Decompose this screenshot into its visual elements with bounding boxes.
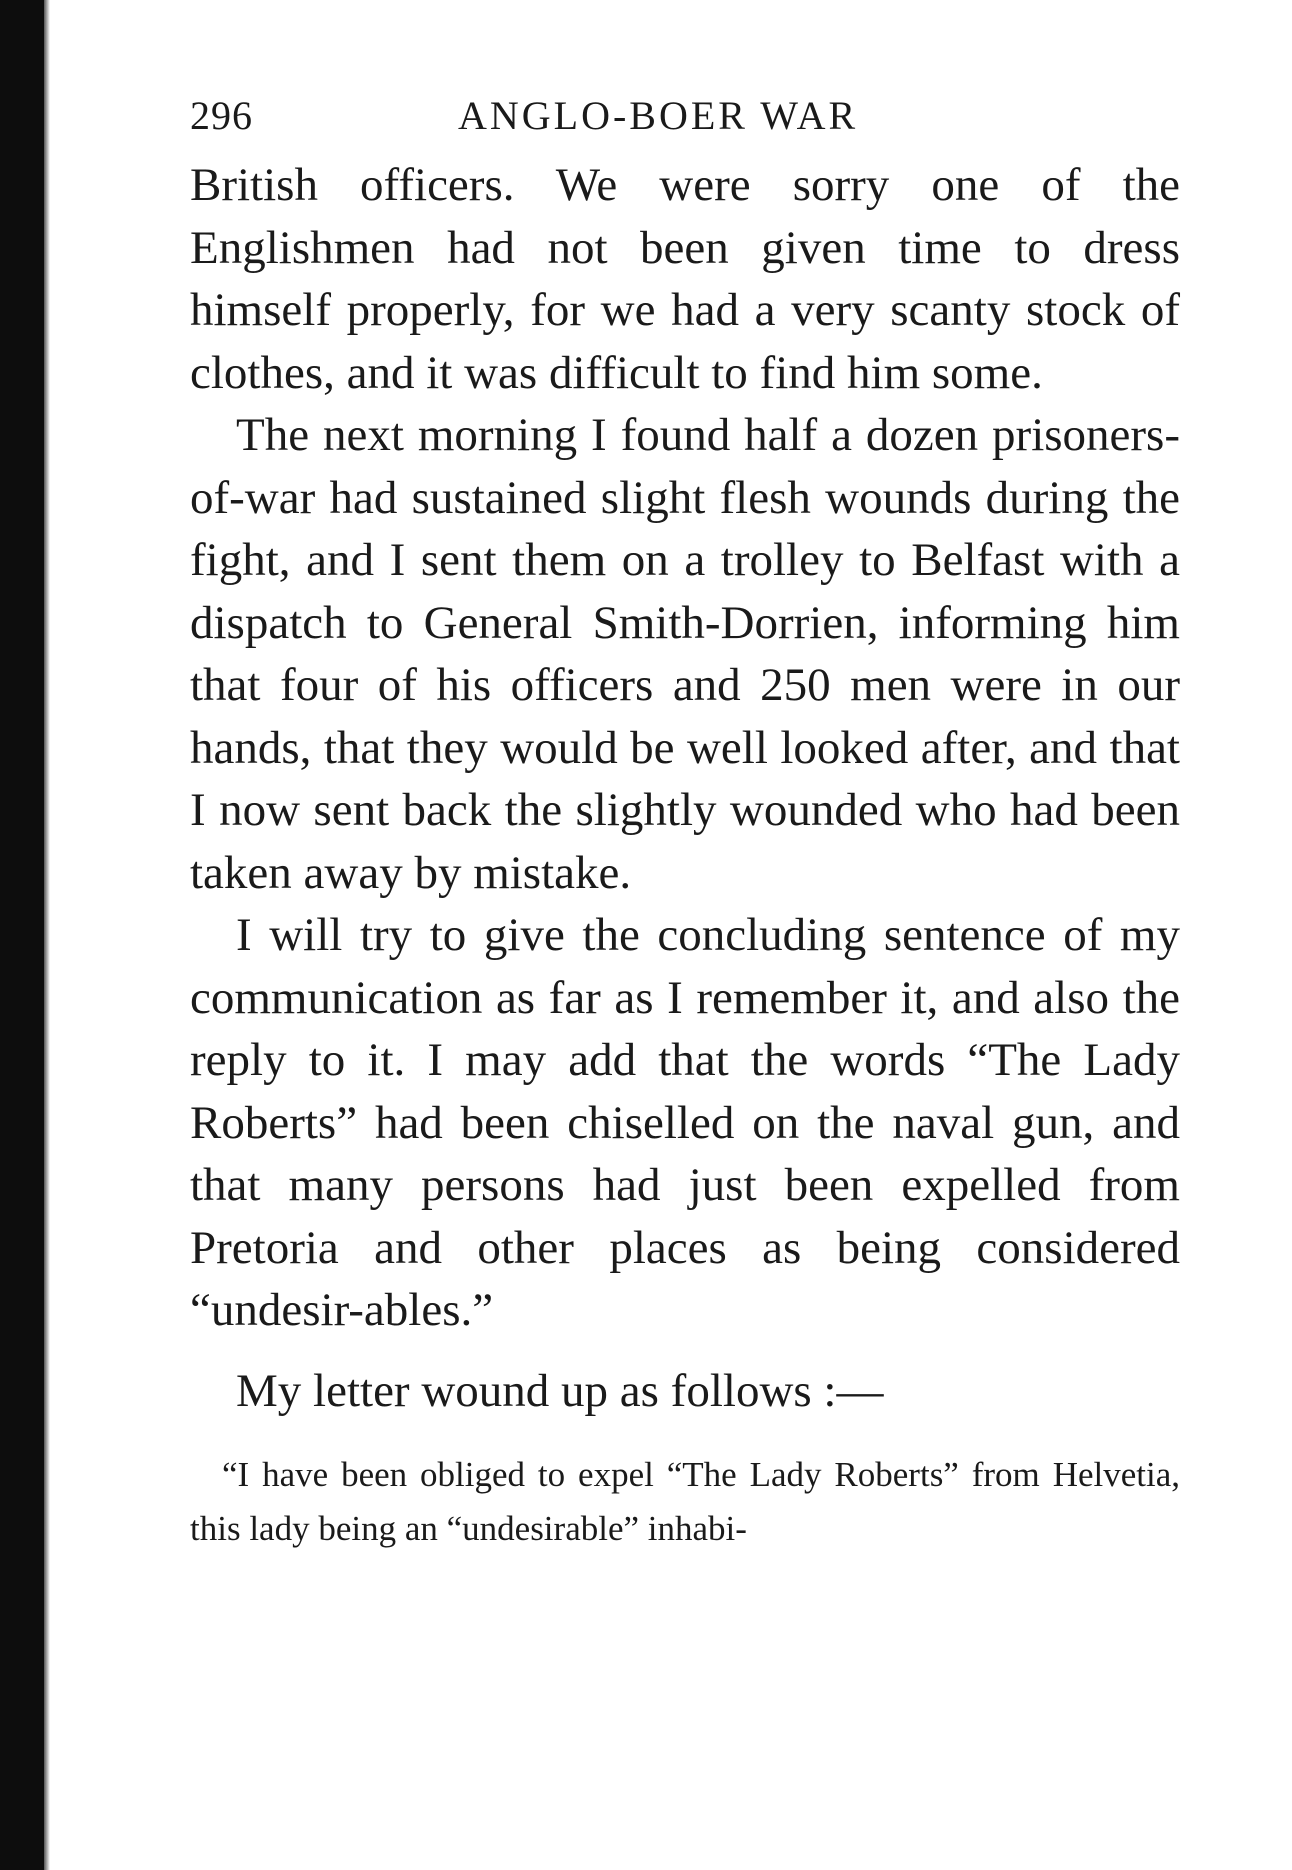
paragraph-concluding-sentence: I will try to give the concluding sentence of my communication as far as I remember it, and also the reply to it. I may add that the words “The Lady Roberts” had been chiselled on the naval gun, and that many persons had just been expelled from Pretoria and other places as being considered “undesir-ables.”	[190, 909, 1180, 1336]
body-text	[190, 154, 1180, 1342]
running-header	[190, 92, 1180, 148]
paragraph-next-morning: The next morning I found half a dozen prisoners-of-war had sustained slight flesh wounds during the fight, and I sent them on a trolley to Belfast with a dispatch to General Smith-Dorrien, informing him that four of his officers and 250 men were in our hands, that they would be well looked after, and that I now sent back the slightly wounded who had been taken away by mistake.	[190, 409, 1180, 899]
book-page	[190, 92, 1180, 1591]
page-number: 296	[190, 93, 253, 138]
running-title: ANGLO-BOER WAR	[458, 93, 859, 138]
book-binding-edge	[0, 0, 44, 1870]
letter-quote: “I have been obliged to expel “The Lady Roberts” from Helvetia, this lady being an “undesirable” inhabi-	[190, 1454, 1180, 1548]
paragraph-continued: British officers. We were sorry one of the Englishmen had not been given time to dress himself properly, for we had a very scanty stock of clothes, and it was difficult to find him some.	[190, 159, 1180, 399]
letter-intro-line: My letter wound up as follows :—	[236, 1364, 884, 1417]
